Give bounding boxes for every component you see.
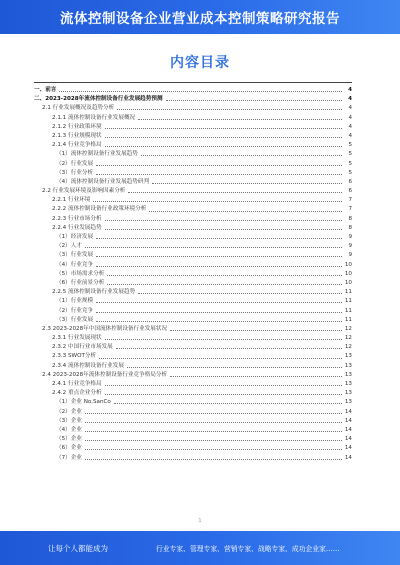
toc-entry-label: （3）行业发展	[34, 251, 94, 260]
toc-entry-page: 14	[344, 436, 352, 443]
toc-entry-page: 9	[348, 252, 352, 259]
toc-entry-page: 6	[348, 178, 352, 185]
toc-entry[interactable]	[34, 389, 352, 398]
toc-leader-dots	[149, 211, 342, 212]
toc-entry-label: 2.2.2 流体控制设备行业政策环境分析	[34, 205, 147, 214]
toc-entry-label: 2.2.3 行业市场分析	[34, 215, 103, 224]
toc-entry-page: 4	[348, 105, 352, 112]
toc-entry-label: （6）行业前景分析	[34, 279, 105, 288]
report-title: 流体控制设备企业营业成本控制策略研究报告	[60, 11, 340, 27]
toc-entry-label: （1）经济发展	[34, 233, 94, 242]
toc-entry-page: 14	[344, 454, 352, 461]
toc-entry[interactable]	[34, 86, 352, 95]
toc-entry[interactable]	[34, 325, 352, 334]
toc-leader-dots	[96, 302, 342, 303]
toc-entry-label: 2.3.1 行业发展现状	[34, 334, 103, 343]
toc-entry[interactable]	[34, 95, 352, 104]
toc-entry[interactable]	[34, 150, 352, 159]
toc-leader-dots	[93, 201, 342, 202]
toc-leader-dots	[85, 431, 342, 432]
toc-entry-page: 5	[348, 151, 352, 158]
toc-entry[interactable]	[34, 417, 352, 426]
toc-entry-label: 2.1.4 行业竞争格局	[34, 141, 103, 150]
toc-entry[interactable]	[34, 233, 352, 242]
toc-entry-label: （3）企业	[34, 417, 83, 426]
toc-leader-dots	[128, 192, 342, 193]
toc-leader-dots	[96, 256, 342, 257]
toc-entry-label: 2.2.1 行业环境	[34, 196, 91, 205]
toc-entry[interactable]	[34, 352, 352, 361]
toc-entry[interactable]	[34, 132, 352, 141]
toc-entry[interactable]	[34, 279, 352, 288]
toc-entry-page: 13	[344, 390, 352, 397]
toc-entry-page: 14	[344, 408, 352, 415]
toc-entry-label: （4）流体控制设备行业发展趋势研判	[34, 178, 150, 187]
toc-entry[interactable]	[34, 362, 352, 371]
toc-entry[interactable]	[34, 224, 352, 233]
toc-leader-dots	[127, 367, 342, 368]
toc-entry-label: （2）行业发展	[34, 160, 94, 169]
toc-entry-page: 6	[348, 188, 352, 195]
toc-entry-page: 4	[348, 123, 352, 130]
toc-entry-page: 13	[344, 399, 352, 406]
toc-entry[interactable]	[34, 307, 352, 316]
toc-entry-page: 5	[348, 160, 352, 167]
toc-leader-dots	[105, 128, 342, 129]
toc-leader-dots	[99, 358, 342, 359]
toc-entry-label: 2.3.2 中国行业市场发展	[34, 343, 114, 352]
toc-entry-label: 2.1.3 行业规模现状	[34, 132, 103, 141]
toc-entry[interactable]	[34, 114, 352, 123]
toc-leader-dots	[85, 413, 342, 414]
toc-entry-page: 9	[348, 243, 352, 250]
toc-leader-dots	[166, 100, 342, 101]
toc-entry-page: 12	[344, 344, 352, 351]
toc-entry-page: 9	[348, 234, 352, 240]
toc-entry-label: 二、2023-2028年流体控制设备行业发展趋势预测	[34, 95, 164, 104]
toc-entry-label: （2）人才	[34, 242, 83, 251]
toc-entry-page: 7	[348, 206, 352, 213]
toc-entry-page: 12	[344, 325, 352, 332]
toc-entry-page: 11	[344, 316, 352, 323]
toc-leader-dots	[152, 183, 342, 184]
toc-entry-page: 5	[348, 142, 352, 149]
toc-entry-label: （5）企业	[34, 435, 83, 444]
toc-leader-dots	[96, 174, 342, 175]
toc-leader-dots	[105, 146, 342, 147]
toc-entry-page: 13	[344, 371, 352, 378]
toc-entry[interactable]	[34, 205, 352, 214]
toc-entry[interactable]	[34, 261, 352, 270]
toc-entry-page: 14	[344, 426, 352, 433]
toc-entry-page: 11	[344, 289, 352, 296]
toc-entry-page: 12	[344, 335, 352, 342]
toc-leader-dots	[96, 312, 342, 313]
toc-entry-label: （1）企业 No.SanCo	[34, 398, 112, 407]
toc-entry[interactable]	[34, 435, 352, 444]
toc-leader-dots	[116, 348, 342, 349]
toc-leader-dots	[59, 91, 342, 92]
toc-entry-page: 10	[344, 261, 352, 268]
toc-entry[interactable]	[34, 288, 352, 297]
footer-slogan: 让每个人都能成为	[48, 543, 108, 553]
header-bar	[0, 0, 400, 34]
footer-bar	[0, 531, 400, 565]
toc-entry-page: 11	[344, 307, 352, 314]
table-of-contents	[34, 86, 352, 463]
toc-entry[interactable]	[34, 123, 352, 132]
toc-entry-page: 14	[344, 445, 352, 452]
toc-entry[interactable]	[34, 169, 352, 178]
toc-entry-page: 5	[348, 169, 352, 176]
toc-leader-dots	[105, 220, 342, 221]
toc-leader-dots	[170, 376, 342, 377]
toc-entry[interactable]	[34, 444, 352, 453]
toc-entry[interactable]	[34, 426, 352, 435]
toc-entry[interactable]	[34, 178, 352, 187]
toc-leader-dots	[105, 229, 342, 230]
toc-entry-label: 2.1.2 行业政策环境	[34, 123, 103, 132]
toc-entry-page: 11	[344, 298, 352, 305]
toc-leader-dots	[114, 403, 342, 404]
toc-entry[interactable]	[34, 408, 352, 417]
toc-entry[interactable]	[34, 242, 352, 251]
toc-entry-page: 13	[344, 362, 352, 369]
toc-leader-dots	[105, 385, 342, 386]
toc-entry-label: 2.4 2023-2028年流体控制设备行业竞争格局分析	[34, 371, 168, 380]
toc-entry-label: 2.2.5 流体控制设备行业发展趋势	[34, 288, 136, 297]
toc-entry-label: 2.3.3 SWOT分析	[34, 352, 97, 361]
toc-entry-page: 8	[348, 224, 352, 231]
toc-leader-dots	[96, 266, 342, 267]
toc-leader-dots	[85, 247, 342, 248]
toc-entry-label: （3）行业分析	[34, 169, 94, 178]
toc-top-rule	[34, 82, 352, 83]
toc-entry[interactable]	[34, 380, 352, 389]
toc-leader-dots	[96, 321, 342, 322]
toc-leader-dots	[105, 394, 342, 395]
toc-entry[interactable]	[34, 187, 352, 196]
toc-entry-label: 2.2.4 行业发展趋势	[34, 224, 103, 233]
toc-entry[interactable]	[34, 316, 352, 325]
page-number: 1	[198, 518, 202, 524]
toc-leader-dots	[105, 137, 342, 138]
toc-entry[interactable]	[34, 398, 352, 407]
toc-entry[interactable]	[34, 251, 352, 260]
toc-leader-dots	[138, 119, 342, 120]
toc-entry-label: （1）行业规模	[34, 297, 94, 306]
toc-entry-label: （5）市场需求分析	[34, 270, 105, 279]
toc-leader-dots	[85, 422, 342, 423]
toc-entry-label: （6）企业	[34, 444, 83, 453]
toc-leader-dots	[141, 155, 342, 156]
footer-tags: 行业专家、管理专家、营销专家、战略专家、成功企业家……	[156, 545, 340, 553]
toc-entry[interactable]	[34, 334, 352, 343]
toc-entry[interactable]	[34, 104, 352, 113]
toc-entry-label: （7）企业	[34, 454, 83, 463]
toc-entry-label: 2.2 行业发展环境及影响因素分析	[34, 187, 126, 196]
toc-entry-page: 7	[348, 197, 352, 204]
toc-entry[interactable]	[34, 371, 352, 380]
toc-entry-label: 2.3 2023-2028年中国流体控制设备行业发展状况	[34, 325, 168, 334]
toc-entry-page: 13	[344, 353, 352, 360]
toc-leader-dots	[138, 293, 342, 294]
toc-entry[interactable]	[34, 454, 352, 463]
toc-entry-label: 2.1 行业发展概况及趋势分析	[34, 104, 115, 113]
toc-entry[interactable]	[34, 215, 352, 224]
toc-entry-page: 14	[344, 417, 352, 424]
toc-entry-page: 10	[344, 270, 352, 277]
toc-entry-page: 13	[344, 381, 352, 387]
toc-heading: 内容目录	[170, 55, 230, 71]
toc-entry-page: 10	[344, 279, 352, 286]
toc-leader-dots	[105, 339, 342, 340]
toc-entry[interactable]	[34, 196, 352, 205]
toc-entry[interactable]	[34, 270, 352, 279]
toc-entry-label: 2.4.2 重点企业分析	[34, 389, 103, 398]
toc-entry[interactable]	[34, 343, 352, 352]
toc-leader-dots	[96, 165, 342, 166]
toc-leader-dots	[96, 238, 342, 239]
toc-entry-page: 8	[348, 215, 352, 222]
toc-entry-label: 2.1.1 流体控制设备行业发展概况	[34, 114, 136, 123]
toc-entry[interactable]	[34, 160, 352, 169]
toc-leader-dots	[107, 284, 342, 285]
toc-leader-dots	[85, 449, 342, 450]
toc-entry-page: 4	[348, 96, 352, 103]
toc-entry[interactable]	[34, 141, 352, 150]
toc-leader-dots	[117, 109, 342, 110]
toc-entry-label: 2.4.1 行业竞争格局	[34, 380, 103, 389]
toc-entry-label: （4）行业竞争	[34, 261, 94, 270]
toc-entry-page: 4	[348, 132, 352, 139]
toc-entry-label: 一、前言	[34, 86, 57, 95]
toc-entry-label: （2）行业竞争	[34, 307, 94, 316]
toc-entry-label: 2.3.4 流体控制设备行业发展	[34, 362, 125, 371]
toc-leader-dots	[85, 459, 342, 460]
toc-leader-dots	[85, 440, 342, 441]
toc-entry-label: （4）企业	[34, 426, 83, 435]
toc-entry-label: （2）企业	[34, 408, 83, 417]
toc-leader-dots	[170, 330, 342, 331]
toc-entry-label: （1）流体控制设备行业发展趋势	[34, 150, 139, 159]
toc-entry-label: （3）行业发展	[34, 316, 94, 325]
toc-leader-dots	[107, 275, 342, 276]
toc-entry-page: 4	[348, 87, 352, 93]
toc-entry-page: 4	[348, 114, 352, 121]
toc-entry[interactable]	[34, 297, 352, 306]
